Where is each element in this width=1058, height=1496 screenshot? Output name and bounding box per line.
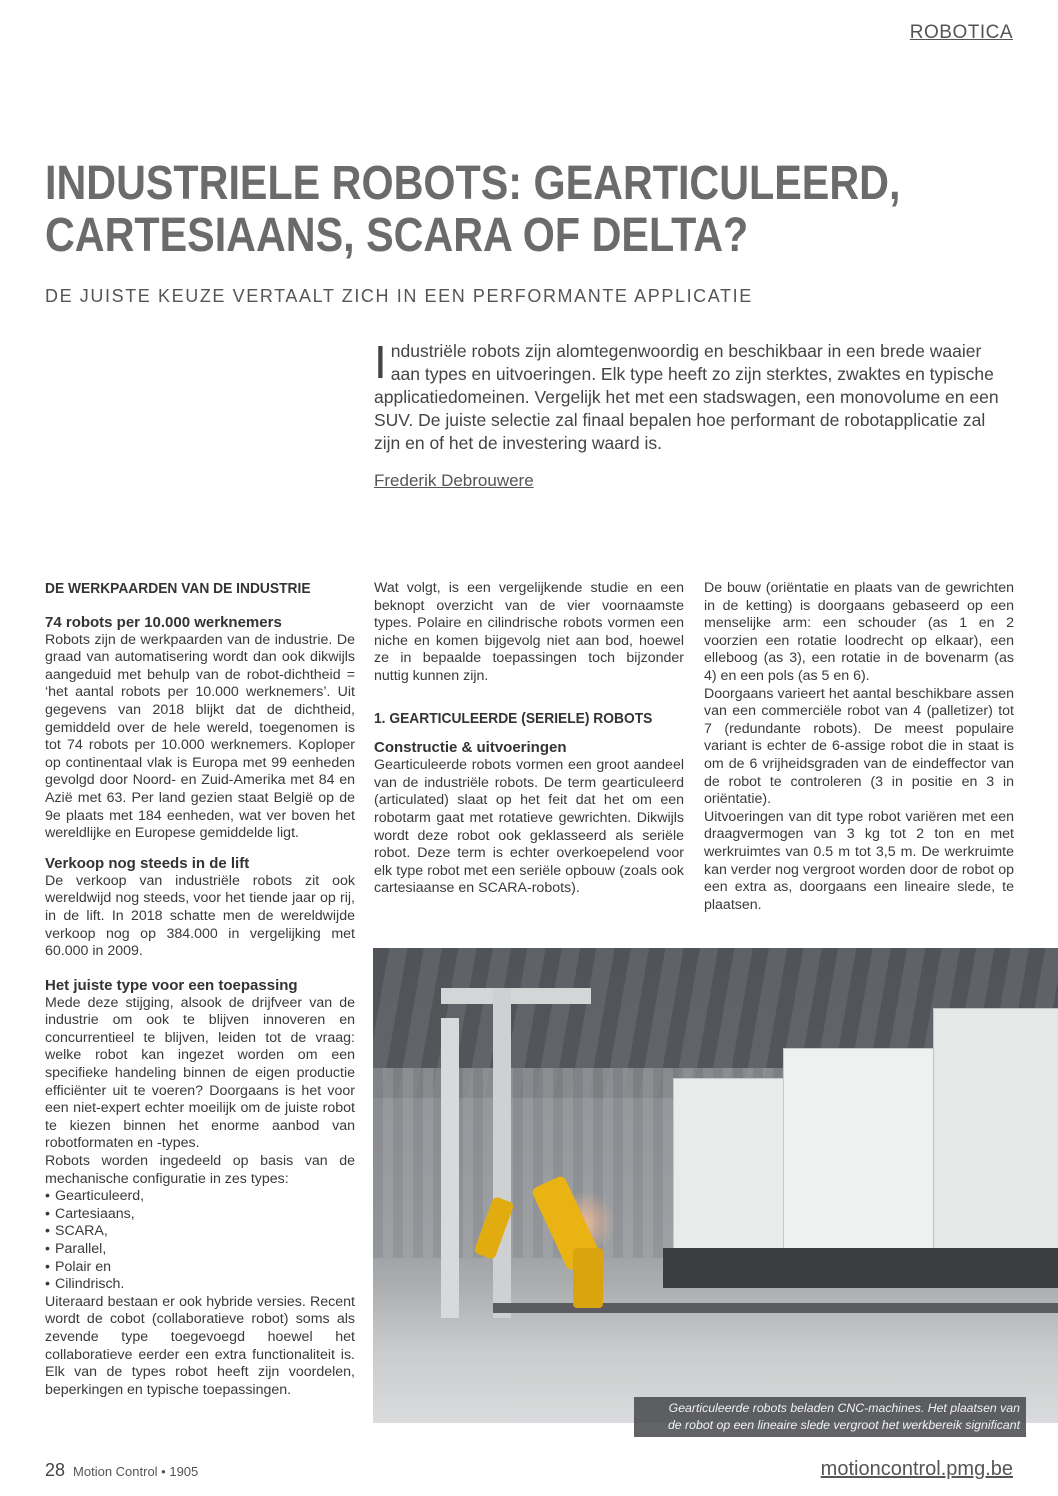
photo-gantry-beam <box>441 988 591 1004</box>
subheading-density: 74 robots per 10.000 werknemers <box>45 613 282 631</box>
column-1 <box>45 580 355 1399</box>
list-item: • Polair en <box>45 1259 355 1277</box>
paragraph-sales: De verkoop van industriële robots zit ook wereldwijd nog steeds, voor het tiende jaar op rij, in de lift. In 2018 schatte men de wereldwijde verkoop nog op 384.000 in vergelijking met 60.000 in 2009. <box>45 872 355 960</box>
paragraph-types-intro: Robots worden ingedeeld op basis van de mechanische configuratie in zes types: <box>45 1153 355 1187</box>
intro-paragraph <box>374 336 1014 455</box>
paragraph-build: De bouw (oriëntatie en plaats van de gewrichten in de ketting) is doorgaans gebaseerd op een menselijke arm: een schouder (as 1 en 2 voorzien een rotatie loodrecht op elkaar), een elleboog (as 3), een rotatie in de bovenarm (as 4) en een pols (as 5 en 6). <box>704 580 1014 684</box>
paragraph-overview: Wat volgt, is een vergelijkende studie en een beknopt overzicht van de vier voornaamste types. Polaire en cilindrische robots vormen een niche en komen bijgevolg niet aan bod, hoewel ze in bepaalde toepassingen toch bijzonder nuttig kunnen zijn. <box>374 580 684 684</box>
list-item: • SCARA, <box>45 1223 355 1241</box>
subheading-construction: Constructie & uitvoeringen <box>374 739 567 757</box>
page-number: 28 <box>45 1460 66 1480</box>
paragraph-type: Mede deze stijging, alsook de drijfveer van de industrie om ook te blijven innoveren en concurrentieel te blijven, leiden tot de vraag: welke robot kan ingezet worden om een specifieke handeling binnen de eigen productie efficiënter uit te voeren? Doorgaans is het voor een niet-expert echter moeilijk om de juiste robot te kiezen binnen het enorme aanbod van robotformaten en -types. <box>45 994 355 1152</box>
article-title <box>45 157 901 262</box>
publication-name: Motion Control • 1905 <box>73 1464 199 1479</box>
intro-block <box>374 336 1014 492</box>
paragraph-construction: Gearticuleerde robots vormen een groot aandeel van de industriële robots. De term gearticuleerd (articulated) slaat op het feit dat het om een robotarm gaat met rotatieve gewrichten. Dikwijls wordt deze robot ook geklasseerd als seriële robot. Deze term is echter overkoepelend voor elk type robot met een seriële opbouw (zoals ook cartesiaanse en SCARA-robots). <box>374 757 684 897</box>
website-link[interactable]: motioncontrol.pmg.be <box>820 1458 1013 1480</box>
list-item: • Cartesiaans, <box>45 1206 355 1224</box>
photo-cnc-machine <box>783 1048 935 1260</box>
section-heading-workhorses: DE WERKPAARDEN VAN DE INDUSTRIE <box>45 580 311 597</box>
list-item: • Gearticuleerd, <box>45 1188 355 1206</box>
footer-left <box>45 1460 198 1481</box>
photo-robot-base <box>573 1248 603 1308</box>
photo-gantry-left <box>441 1018 459 1318</box>
paragraph-axes: Doorgaans varieert het aantal beschikbare assen van een commerciële robot van 4 (palletizer) tot 7 (redundante robots). De meest populaire variant is echter de 6-assige robot die in staat is om de 6 vrijheidsgraden van de eindeffector van de robot te controleren (3 in positie en 3 in oriëntatie). <box>704 685 1014 808</box>
paragraph-variants: Uitvoeringen van dit type robot variëren met een draagvermogen van 3 kg tot 2 ton en met werkruimtes van 0.5 m tot 3,5 m. De werkruimte kan verder nog vergroot worden door de robot op een extra as, doorgaans een lineaire slede, te plaatsen. <box>704 808 1014 913</box>
section-heading-articulated: 1. GEARTICULEERDE (SERIELE) ROBOTS <box>374 709 653 727</box>
article-subtitle: DE JUISTE KEUZE VERTAALT ZICH IN EEN PERFORMANTE APPLICATIE <box>45 286 753 306</box>
caption-line-2: de robot op een lineaire slede vergroot het werkbereik significant <box>667 1418 1020 1432</box>
subheading-type: Het juiste type voor een toepassing <box>45 976 298 994</box>
factory-photo <box>373 948 1058 1423</box>
photo-machine-base <box>663 1248 1058 1288</box>
column-2 <box>374 580 684 898</box>
paragraph-hybrid: Uiteraard bestaan er ook hybride versies. Recent wordt de cobot (collaboratieve robot) soms als zevende type toegevoegd hoewel het collaboratieve eerder een extra functionaliteit is. Elk van de types robot heeft zijn voordelen, beperkingen en typische toepassingen. <box>45 1293 355 1398</box>
intro-text: ndustriële robots zijn alomtegenwoordig en beschikbaar in een brede waaier aan types en uitvoeringen. Elk type heeft zo zijn sterktes, zwaktes en typische applicatiedomeinen. Vergelijk het met een stadswagen, een monovolume en een SUV. De juiste selectie zal finaal bepalen hoe performant de robotapplicatie zal zijn en of het de investering waard is. <box>374 341 999 453</box>
column-3 <box>704 580 1014 914</box>
paragraph-density: Robots zijn de werkpaarden van de industrie. De graad van automatisering wordt dan ook dikwijls aangeduid met behulp van de robot-dichtheid = ‘het aantal robots per 10.000 werknemers’. Uit gegevens van 2018 blijkt dat de dichtheid, gemiddeld over de hele wereld, toegenomen is tot 74 robots per 10.000 werknemers. Koploper op continentaal vlak is Europa met 99 eenheden gevolgd door Noord- en Zuid-Amerika met 84 en Azië met 63. Per land gezien staat België op de 9e plaats met 184 eenheden, wat ver boven het wereldlijke en Europese gemiddelde ligt. <box>45 631 355 842</box>
title-line-2: CARTESIAANS, SCARA OF DELTA? <box>45 209 749 262</box>
photo-gantry-right <box>493 988 511 1318</box>
section-tag: ROBOTICA <box>909 22 1013 43</box>
title-line-1: INDUSTRIELE ROBOTS: GEARTICULEERD, <box>45 157 901 210</box>
author-link[interactable]: Frederik Debrouwere <box>374 471 534 490</box>
dropcap: I <box>374 336 387 388</box>
photo-caption <box>634 1397 1026 1437</box>
list-item: • Parallel, <box>45 1241 355 1259</box>
caption-line-1: Gearticuleerde robots beladen CNC-machines. Het plaatsen van <box>668 1401 1020 1415</box>
subheading-sales: Verkoop nog steeds in de lift <box>45 854 250 872</box>
photo-cnc-machine <box>933 1008 1058 1260</box>
robot-types-list <box>45 1188 355 1294</box>
list-item: • Cilindrisch. <box>45 1276 355 1294</box>
